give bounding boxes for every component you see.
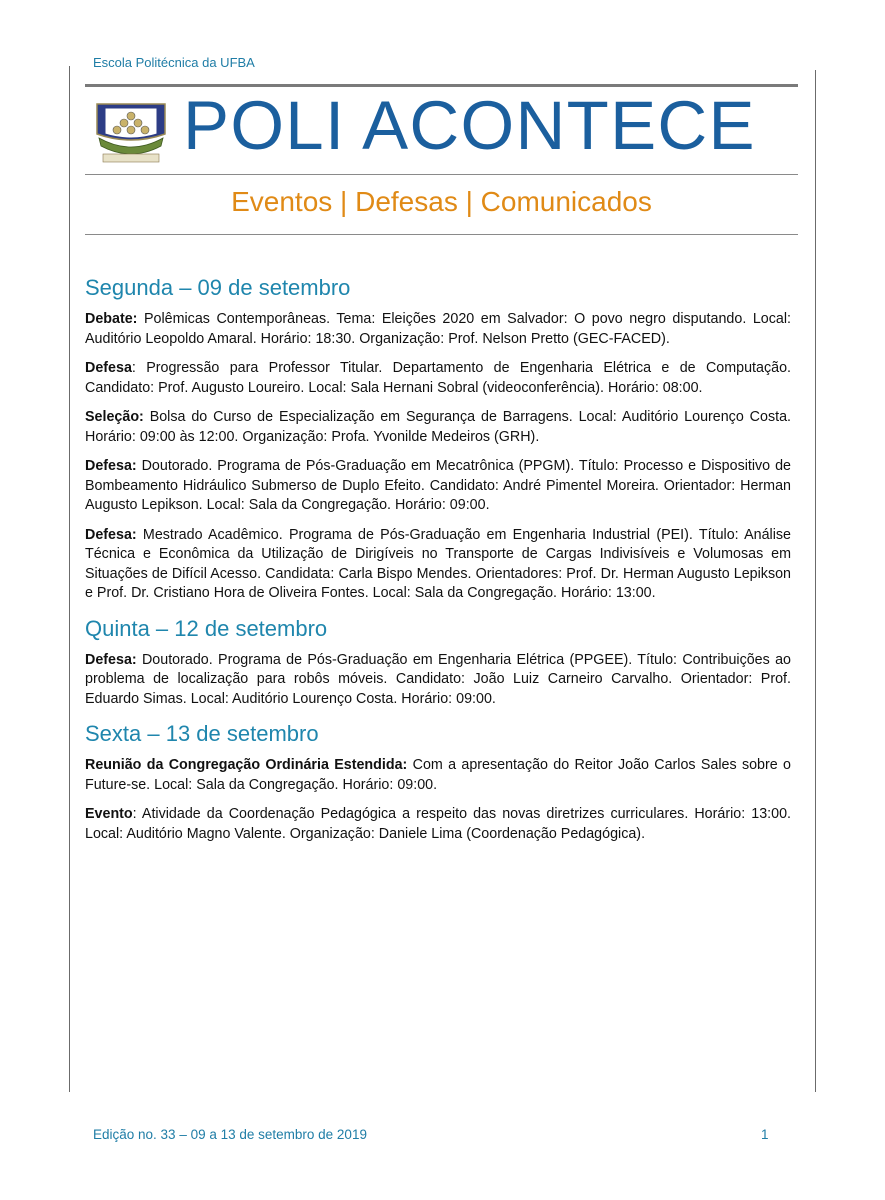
event-text: Doutorado. Programa de Pós-Graduação em Mecatrônica (PPGM). Título: Processo e Dispositivo de Bombeamento Hidráulico Submerso de Duplo Efeito. Candidato: André Pimentel Moreira. Orientador: Herman Augusto Lepikson. Local: Sala da Congregação. Horário: 09:00.	[85, 458, 791, 513]
newsletter-title: POLI ACONTECE	[183, 87, 756, 164]
event-label: Defesa:	[85, 526, 137, 543]
schedule-content	[85, 273, 791, 854]
ufba-crest-icon	[95, 94, 167, 166]
right-margin-rule	[815, 70, 816, 1092]
newsletter-subtitle: Eventos | Defesas | Comunicados	[231, 186, 652, 217]
footer-edition: Edição no. 33 – 09 a 13 de setembro de 2019	[93, 1127, 367, 1142]
day-heading: Sexta – 13 de setembro	[85, 721, 319, 746]
event-label: Evento	[85, 806, 133, 822]
event-item	[85, 756, 791, 795]
day-section-thursday	[85, 614, 791, 710]
event-text: Mestrado Acadêmico. Programa de Pós-Graduação em Engenharia Industrial (PEI). Título: Análise Técnica e Econômica da Utilização de Dirigíveis no Transporte de Cargas Indivisíveis e Volumosas em Situações de Difícil Acesso. Candidata: Carla Bispo Mendes. Orientadores: Prof. Dr. Herman Augusto Lepikson e Prof. Dr. Cristiano Hora de Oliveira Fontes. Local: Sala da Congregação. Horário: 13:00.	[85, 526, 791, 601]
event-item	[85, 457, 791, 516]
day-heading: Segunda – 09 de setembro	[85, 275, 351, 300]
day-heading: Quinta – 12 de setembro	[85, 615, 328, 641]
event-text: : Progressão para Professor Titular. Departamento de Engenharia Elétrica e de Computação. Candidato: Prof. Augusto Loureiro. Local: Sala Hernani Sobral (videoconferência). Horário: 08:00.	[85, 360, 791, 396]
event-item	[85, 805, 791, 844]
day-section-monday	[85, 273, 791, 604]
event-text: Bolsa do Curso de Especialização em Segurança de Barragens. Local: Auditório Lourenço Costa. Horário: 09:00 às 12:00. Organização: Profa. Yvonilde Medeiros (GRH).	[85, 409, 791, 445]
event-label: Seleção:	[85, 409, 144, 425]
event-item	[85, 651, 791, 710]
event-item	[85, 310, 791, 349]
subtitle-bottom-rule	[85, 234, 798, 235]
event-text: Polêmicas Contemporâneas. Tema: Eleições 2020 em Salvador: O povo negro disputando. Local: Auditório Leopoldo Amaral. Horário: 18:30. Organização: Prof. Nelson Pretto (GEC-FACED).	[85, 311, 791, 347]
event-label: Reunião da Congregação Ordinária Estendida:	[85, 757, 408, 773]
event-item	[85, 408, 791, 447]
event-item	[85, 359, 791, 398]
event-text: Doutorado. Programa de Pós-Graduação em Engenharia Elétrica (PPGEE). Título: Contribuições ao problema de localização para robôs móveis. Candidato: João Luiz Carneiro Carvalho. Orientador: Prof. Eduardo Simas. Local: Auditório Lourenço Costa. Horário: 09:00.	[85, 651, 791, 707]
event-text: Com a apresentação do Reitor João Carlos Sales sobre o Future-se. Local: Sala da Congregação. Horário: 09:00.	[85, 757, 791, 793]
event-label: Defesa	[85, 360, 132, 376]
school-name: Escola Politécnica da UFBA	[93, 55, 255, 70]
title-bottom-rule	[85, 174, 798, 175]
left-margin-rule	[69, 66, 70, 1092]
event-label: Defesa:	[85, 458, 137, 474]
page-number: 1	[761, 1127, 769, 1142]
event-label: Debate:	[85, 311, 138, 327]
event-label: Defesa:	[85, 651, 137, 668]
day-section-friday	[85, 719, 791, 844]
event-text: : Atividade da Coordenação Pedagógica a respeito das novas diretrizes curriculares. Horário: 13:00. Local: Auditório Magno Valente. Organização: Daniele Lima (Coordenação Pedagógica).	[85, 806, 791, 842]
event-item	[85, 526, 791, 604]
